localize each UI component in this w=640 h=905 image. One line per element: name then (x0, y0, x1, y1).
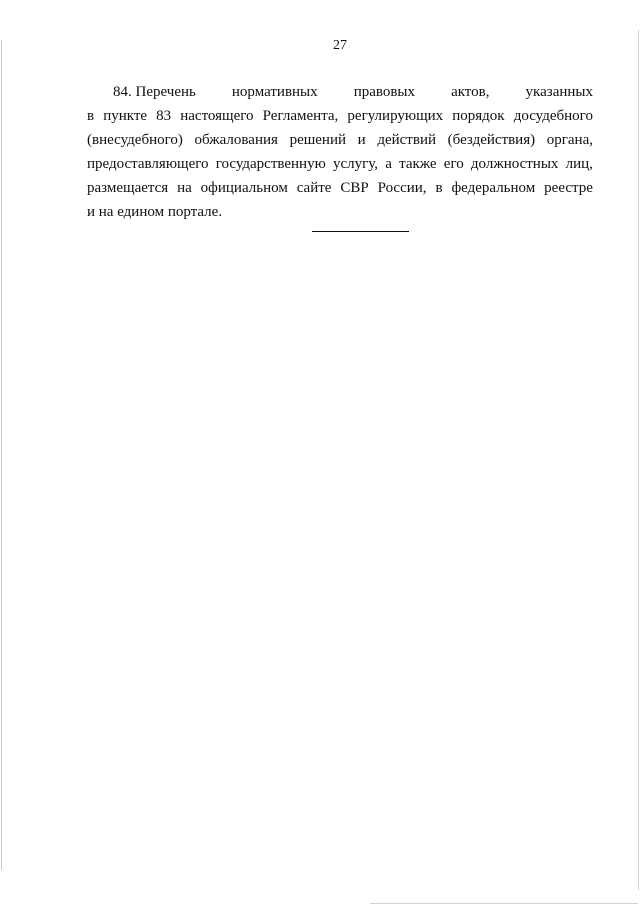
word: нормативных (231, 84, 318, 100)
word: в (435, 180, 443, 196)
paragraph-line (87, 176, 593, 200)
word: органа, (546, 132, 593, 148)
scan-edge-right (638, 30, 639, 890)
word: досудебного (513, 108, 593, 124)
end-of-text-rule (312, 231, 409, 232)
word: лиц, (565, 156, 593, 172)
word: решений (289, 132, 347, 148)
word: реестре (544, 180, 593, 196)
word: а (385, 156, 392, 172)
paragraph-line: и на едином портале. (87, 204, 223, 220)
paragraph-84 (87, 80, 593, 224)
word: также (399, 156, 437, 172)
word: размещается (87, 180, 169, 196)
word: в (87, 108, 95, 124)
word: (внесудебного) (87, 132, 183, 148)
word: предоставляющего (87, 156, 209, 172)
paragraph-line (87, 104, 593, 128)
word: услугу, (332, 156, 379, 172)
scan-edge-left (1, 40, 2, 870)
word: актов, (451, 84, 490, 100)
word: России, (377, 180, 427, 196)
word: 83 (156, 108, 172, 124)
word: регулирующих (347, 108, 444, 124)
scan-edge-bottom (370, 903, 638, 904)
paragraph-line (87, 128, 593, 152)
paragraph-line (87, 80, 593, 104)
word: указанных (525, 84, 593, 100)
page-number: 27 (333, 38, 347, 53)
word: СВР (340, 180, 369, 196)
word: Регламента, (262, 108, 339, 124)
word: правовых (353, 84, 416, 100)
word: официальном (200, 180, 288, 196)
word: его (443, 156, 464, 172)
word: государственную (215, 156, 326, 172)
word: (бездействия) (447, 132, 536, 148)
word: сайте (296, 180, 332, 196)
word: на (177, 180, 192, 196)
word: пункте (103, 108, 148, 124)
word: и (357, 132, 366, 148)
word: должностных (470, 156, 559, 172)
word: обжалования (194, 132, 278, 148)
word: действий (377, 132, 436, 148)
word: настоящего (180, 108, 254, 124)
word: порядок (452, 108, 505, 124)
paragraph-line (87, 152, 593, 176)
word: федеральном (451, 180, 536, 196)
word: 84. Перечень (113, 84, 196, 100)
